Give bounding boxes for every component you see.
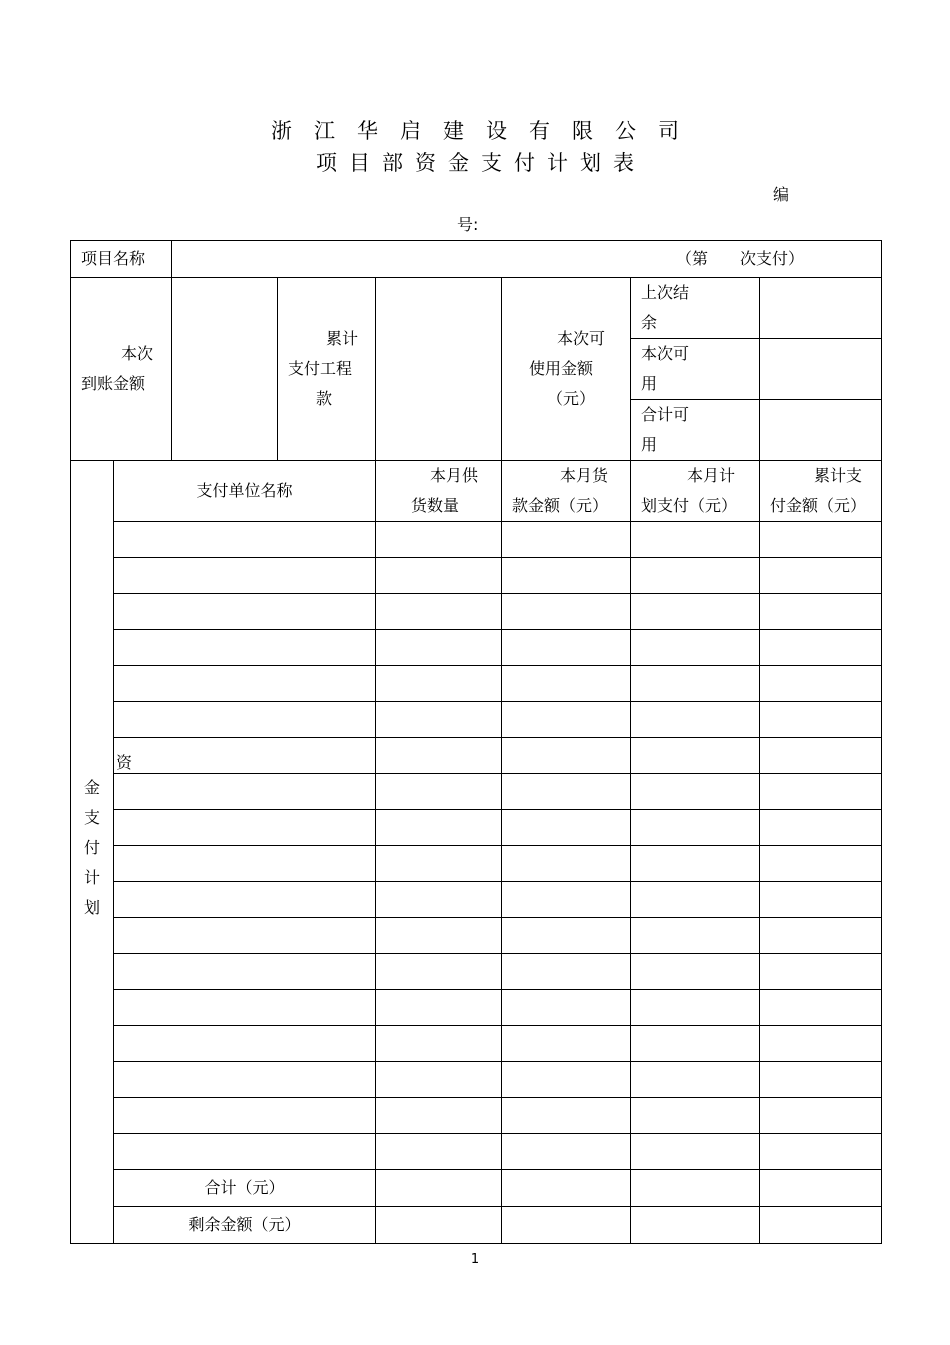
remaining-label: 剩余金额（元） bbox=[114, 1207, 376, 1244]
arrival-amount-value[interactable] bbox=[172, 278, 278, 461]
table-row bbox=[71, 1098, 882, 1134]
remaining-row bbox=[71, 1207, 882, 1244]
company-title: 浙江华启建设有限公司 bbox=[271, 119, 701, 143]
col-header-qty: 本月供 货数量 bbox=[376, 461, 502, 522]
table-row bbox=[71, 594, 882, 630]
table-row bbox=[71, 1134, 882, 1170]
table-row bbox=[71, 522, 882, 558]
total-row bbox=[71, 1170, 882, 1207]
page-number: 1 bbox=[470, 1252, 480, 1267]
table-row bbox=[71, 1062, 882, 1098]
this-available-label: 本次可 用 bbox=[631, 339, 760, 400]
payment-count-label: （第 次支付） bbox=[676, 249, 805, 268]
table-row bbox=[71, 954, 882, 990]
cumulative-paid-value[interactable] bbox=[376, 278, 502, 461]
table-row bbox=[71, 846, 882, 882]
project-name-value[interactable] bbox=[172, 241, 882, 278]
total-available-label: 合计可 用 bbox=[631, 400, 760, 461]
table-row bbox=[71, 630, 882, 666]
table-row bbox=[71, 990, 882, 1026]
table-row bbox=[71, 918, 882, 954]
col-header-unit: 支付单位名称 bbox=[114, 461, 376, 522]
table-row bbox=[71, 558, 882, 594]
last-balance-value[interactable] bbox=[760, 278, 882, 339]
table-row bbox=[71, 810, 882, 846]
last-balance-label: 上次结 余 bbox=[631, 278, 760, 339]
plan-section-side-top: 资 bbox=[116, 753, 133, 772]
this-available-value[interactable] bbox=[760, 339, 882, 400]
table-row bbox=[71, 774, 882, 810]
col-header-plan: 本月计 划支付（元） bbox=[631, 461, 760, 522]
col-header-cumulative: 累计支 付金额（元） bbox=[760, 461, 882, 522]
table-row bbox=[71, 738, 882, 774]
number-label-part1: 编 bbox=[773, 185, 790, 204]
available-amount-label: 本次可 使用金额 （元） bbox=[502, 278, 631, 461]
cumulative-paid-label: 累计 支付工程 款 bbox=[278, 278, 376, 461]
table-row bbox=[71, 702, 882, 738]
total-available-value[interactable] bbox=[760, 400, 882, 461]
table-row bbox=[71, 882, 882, 918]
project-name-label: 项目名称 bbox=[71, 241, 172, 278]
number-label-part2: 号: bbox=[457, 215, 479, 234]
table-row bbox=[71, 666, 882, 702]
table-row bbox=[71, 1026, 882, 1062]
plan-section-side-label: 金 支 付 计 划 bbox=[71, 461, 114, 1244]
form-title: 项目部资金支付计划表 bbox=[316, 151, 646, 175]
arrival-amount-label: 本次 到账金额 bbox=[71, 278, 172, 461]
payment-plan-table bbox=[70, 240, 882, 1244]
total-label: 合计（元） bbox=[114, 1170, 376, 1207]
col-header-amount: 本月货 款金额（元） bbox=[502, 461, 631, 522]
